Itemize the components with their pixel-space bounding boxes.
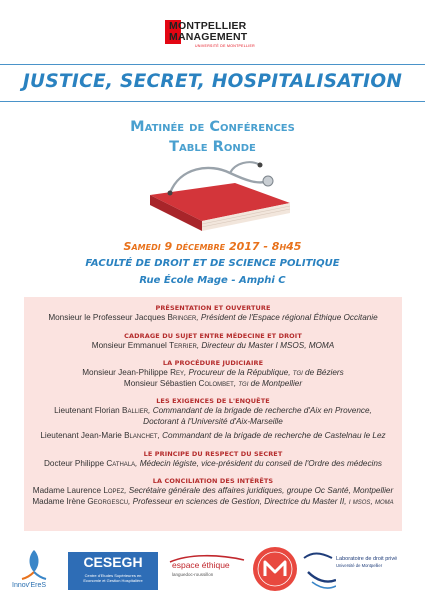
subtitle-table-ronde: Table Ronde [169, 139, 256, 155]
speaker-line: Monsieur Jean-Philippe Rey, Procureur de la République, tgi de Béziers [82, 368, 344, 377]
cesegh-subtitle: Centre d'Etudes Supérieures en Economie et Gestion Hospitalière [83, 573, 143, 583]
innoveres-label: Innov'EreS [12, 582, 47, 589]
section-heading: LE PRINCIPE DU RESPECT DU SECRET [143, 449, 283, 458]
logo-line1: MONTPELLIER [169, 20, 247, 32]
program-box [24, 297, 402, 531]
lab-wave-icon [302, 550, 336, 590]
speaker-line: Monsieur le Professeur Jacques Bringer, Président de l'Espace régional Éthique Occitanie [48, 313, 378, 322]
speaker-line: Monsieur Emmanuel Terrier, Directeur du Master I MSOS, MOMA [91, 340, 335, 350]
cesegh-logo [68, 552, 158, 590]
innoveres-logo [12, 548, 56, 596]
section-heading: CADRAGE DU SUJET ENTRE MÉDECINE ET DROIT [124, 331, 302, 340]
section-heading: LES EXIGENCES DE L'ENQUÊTE [156, 397, 270, 405]
lab-sub: Université de Montpellier [336, 563, 383, 568]
speaker-line: Lieutenant Florian Ballier, Commandant de la brigade de recherche d'Aix en Provence, [54, 406, 372, 415]
speaker-line: Docteur Philippe Cathala, Médecin légiste, vice-président du conseil de l'Ordre des médecins [43, 458, 383, 468]
partner-logos [0, 540, 425, 600]
event-address: Rue École Mage - Amphi C [139, 275, 286, 286]
espace-ethique-logo [168, 554, 246, 588]
cesegh-label: CESEGH [83, 554, 143, 570]
section-heading: PRÉSENTATION ET OUVERTURE [155, 304, 271, 312]
speaker-line: Madame Laurence Lopez, Secrétaire générale des affaires juridiques, groupe Oc Santé, Montpellier [32, 486, 394, 495]
montpellier-management-logo [165, 16, 260, 48]
lab-label: Laboratoire de droit privé [336, 556, 398, 562]
event-date: Samedi 9 décembre 2017 - 8h45 [123, 240, 302, 253]
espace-sub: languedoc-roussillon [172, 572, 214, 577]
page-title: JUSTICE, SECRET, HOSPITALISATION [22, 71, 403, 92]
logo-tagline: UNIVERSITÉ DE MONTPELLIER [195, 44, 256, 48]
speaker-line: Lieutenant Jean-Marie Blanchet, Commandant de la brigade de recherche de Castelnau le Lez [40, 431, 386, 440]
logo-line2: MANAGEMENT [169, 31, 248, 43]
universite-montpellier-seal-icon [252, 546, 298, 592]
speaker-line: Madame Irène Georgescu, Professeur en sciences de Gestion, Directrice du Master II, i msos, moma [32, 496, 394, 506]
book-stethoscope-illustration [140, 155, 300, 233]
section-heading: LA CONCILIATION DES INTÉRÊTS [152, 477, 274, 485]
speaker-line: Monsieur Sébastien Colombet, tgi de Montpellier [123, 378, 303, 388]
speaker-line-cont: Doctorant à l'Université d'Aix-Marseille [143, 416, 283, 426]
event-faculty: FACULTÉ DE DROIT ET DE SCIENCE POLITIQUE [85, 258, 340, 269]
section-heading: LA PROCÉDURE JUDICIAIRE [162, 359, 264, 367]
innoveres-figure-icon [12, 548, 56, 582]
laboratoire-droit-prive-logo [302, 550, 417, 594]
subtitle-conferences: Matinée de Conférences [130, 119, 295, 135]
espace-label: espace éthique [172, 560, 230, 570]
